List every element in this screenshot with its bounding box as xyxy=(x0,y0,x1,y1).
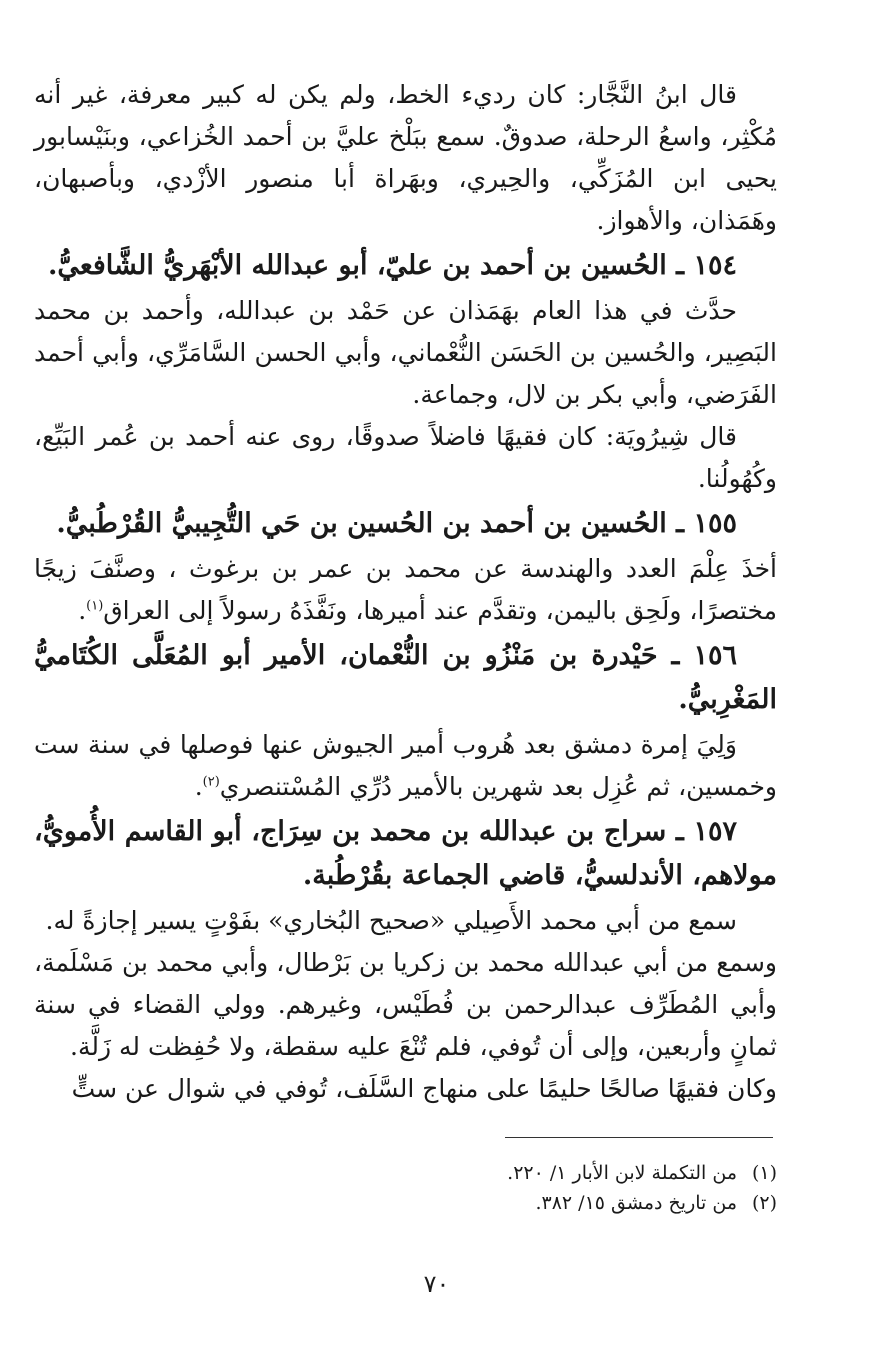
paragraph-entry-155-end: . xyxy=(78,596,87,625)
footnote-2-text: من تاريخ دمشق ١٥/ ٣٨٢. xyxy=(535,1192,737,1214)
paragraph-entry-155-text: أخذَ عِلْمَ العدد والهندسة عن محمد بن عمر بن برغوث ، وصنَّفَ زيجًا مختصرًا، ولَحِق باليمن، وتقدَّم عند أميرها، ونَفَّذَهُ رسولاً إلى العراق xyxy=(34,554,777,625)
paragraph-entry-157-death: وكان فقيهًا صالحًا حليمًا على منهاج السَّلَف، تُوفي في شوال عن ستٍّ xyxy=(71,1074,777,1103)
entry-heading-156: ١٥٦ ـ حَيْدرة بن مَنْزُو بن النُّعْمان، الأمير أبو المُعَلَّى الكُتَاميُّ المَغْرِبيُّ. xyxy=(34,640,777,715)
paragraph-entry-156-text: وَلِيَ إمرة دمشق بعد هُروب أمير الجيوش عنها فوصلها في سنة ست وخمسين، ثم عُزِل بعد شهرين بالأمير دُرِّي المُسْتنصري xyxy=(34,730,777,801)
entry-heading-155: ١٥٥ ـ الحُسين بن أحمد بن الحُسين بن حَي التُّجِيبيُّ القُرْطُبيُّ. xyxy=(56,508,737,539)
footnote-1-number: (١) xyxy=(751,1162,777,1184)
paragraph-ibn-najjar: قال ابنُ النَّجَّار: كان رديء الخط، ولم يكن له كبير معرفة، غير أنه مُكْثِر، واسعُ الرحلة، صدوقٌ. سمع ببَلْخ عليَّ بن أحمد الخُزاعي، وبنَيْسابور يحيى ابن المُزَكِّي، والحِيري، وبهَراة أبا منصور الأزْدي، وبأصبهان، وهَمَذان، والأهواز. xyxy=(34,80,777,235)
footnote-1-text: من التكملة لابن الأبار ١/ ٢٢٠. xyxy=(507,1162,737,1184)
footnote-2 xyxy=(300,1188,777,1218)
paragraph-entry-154-shiruya: قال شِيرُويَة: كان فقيهًا فاضلاً صدوقًا، روى عنه أحمد بن عُمر البَيِّع، وكُهُولُنا. xyxy=(34,422,777,493)
main-text xyxy=(34,74,777,1110)
footnote-2-number: (٢) xyxy=(751,1192,777,1214)
footnote-1 xyxy=(300,1158,777,1188)
entry-heading-157: ١٥٧ ـ سراج بن عبدالله بن محمد بن سِرَاج، أبو القاسم الأُمويُّ، مولاهم، الأندلسيُّ، قاضي الجماعة بقُرْطُبة. xyxy=(34,816,777,891)
page-number: ٧٠ xyxy=(423,1270,450,1298)
paragraph-entry-154-narration: حدَّث في هذا العام بهَمَذان عن حَمْد بن عبدالله، وأحمد بن محمد البَصِير، والحُسين بن الحَسَن النُّعْماني، وأبي الحسن السَّامَرِّي، وأبي أحمد الفَرَضي، وأبي بكر بن لال، وجماعة. xyxy=(34,296,777,409)
footnote-ref-1[interactable]: (١) xyxy=(86,598,104,614)
footnote-separator xyxy=(505,1137,773,1138)
paragraph-entry-156-end: . xyxy=(194,772,203,801)
footnote-ref-2[interactable]: (٢) xyxy=(202,774,220,790)
footnotes xyxy=(300,1158,777,1218)
entry-heading-154: ١٥٤ ـ الحُسين بن أحمد بن عليّ، أبو عبدالله الأبْهَريُّ الشَّافعيُّ. xyxy=(47,250,737,281)
paragraph-entry-155 xyxy=(34,548,777,632)
paragraph-entry-156 xyxy=(34,724,777,808)
paragraph-entry-157-teachers: وسمع من أبي عبدالله محمد بن زكريا بن بَرْطال، وأبي محمد بن مَسْلَمة، وأبي المُطَرِّف عبدالرحمن بن فُطَيْس، وغيرهم. وولي القضاء في سنة ثمانٍ وأربعين، وإلى أن تُوفي، فلم تُنْعَ عليه سقطة، ولا حُفِظت له زَلَّة. xyxy=(34,948,777,1061)
paragraph-entry-157-sahih: سمع من أبي محمد الأَصِيلي «صحيح البُخاري» بفَوْتٍ يسير إجازةً له. xyxy=(45,906,737,935)
